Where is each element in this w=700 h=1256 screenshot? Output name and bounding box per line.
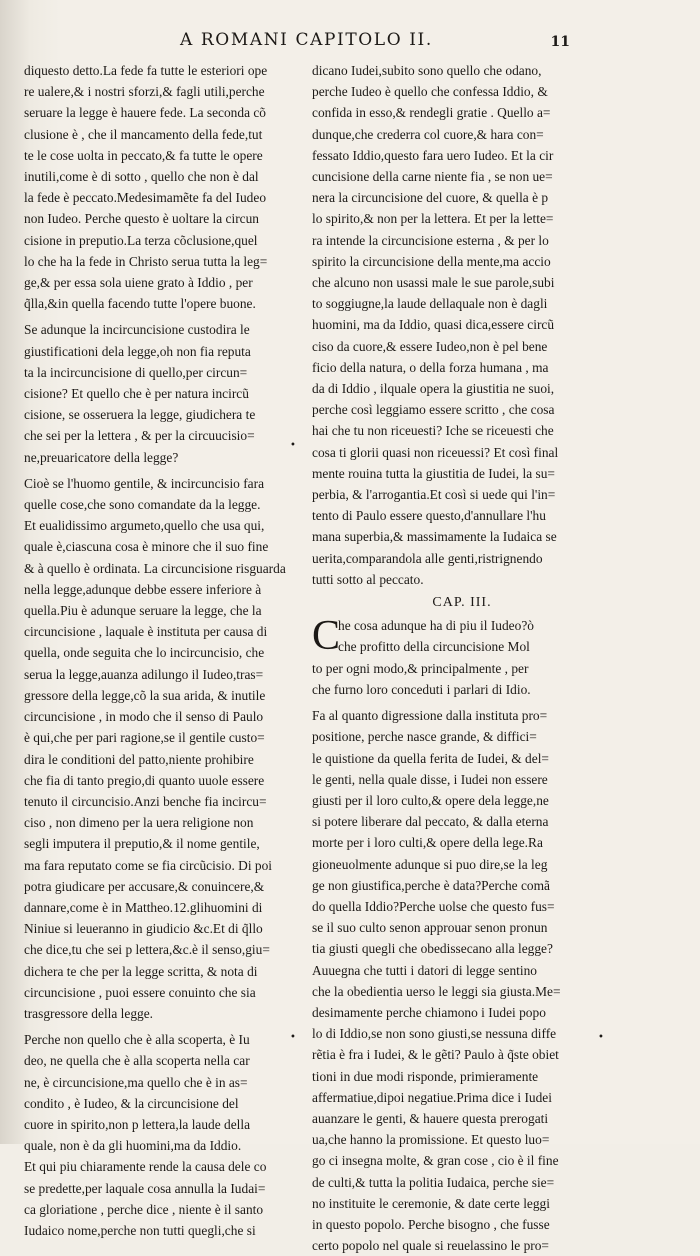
text-line: cuore in spirito,non p lettera,la laude della <box>24 1116 251 1132</box>
text-line: tioni in due modi risponde, primieramente <box>312 1068 539 1084</box>
text-line: si potere liberare dal peccato, & dalla eterna <box>312 814 549 830</box>
text-line: quale è,ciascuna cosa è minore che il suo fine <box>24 539 269 555</box>
text-line: segli imputera il preputio,& il nome gentile, <box>24 836 260 852</box>
chapter-opening-line: che profitto della circuncisione Mol <box>338 639 530 655</box>
text-line: quella, onde seguita che lo incircuncisio, che <box>24 645 265 661</box>
text-line: ciso da cuore,& essere Iudeo,non è pel bene <box>312 338 548 354</box>
text-line: circuncisione , laquale è instituta per causa di <box>24 624 268 640</box>
text-line: ne, è circuncisione,ma quello che è in as= <box>24 1074 248 1090</box>
text-line: do quella Iddio?Perche uolse che questo fus= <box>312 898 555 914</box>
chapter-opening-line: che furno loro conceduti i parlari di Idio. <box>312 681 531 697</box>
text-line: dichera te che per la legge scritta, & nota di <box>24 963 258 979</box>
text-line: ge non giustifica,perche è data?Perche comã <box>312 877 550 893</box>
text-line: clusione è , che il mancamento della fede,tut <box>24 126 263 142</box>
text-line: gressore della legge,cõ la sua arida, & inutile <box>24 687 266 703</box>
text-line: la fede è peccato.Medesimamẽte fa del Iudeo <box>24 190 267 206</box>
text-line: che fia di tanto pregio,di quanto uuole essere <box>24 772 265 788</box>
right-column <box>312 60 612 1256</box>
text-line: ma fara reputato come se fia circũcisio. Di poi <box>24 857 272 873</box>
text-line: perche Iudeo è quello che confessa Iddio, & <box>312 84 548 100</box>
page-ornament-dot: • <box>598 1032 604 1043</box>
paragraph <box>24 1029 296 1241</box>
dropcap-block <box>312 615 612 700</box>
text-line: da di Iddio , ilquale opera la giustitia ne suoi, <box>312 381 555 397</box>
page-ornament-dot: • <box>290 1032 296 1043</box>
text-line: se predette,per laquale cosa annulla la Iudai= <box>24 1180 266 1196</box>
text-line: Auuegna che tutti i datori di legge sentino <box>312 962 537 978</box>
text-line: quale, non è da gli huomini,ma da Iddio. <box>24 1138 242 1154</box>
running-head: A ROMANI CAPITOLO II. <box>180 30 433 50</box>
text-line: dannare,come è in Mattheo.12.glihuomini di <box>24 899 263 915</box>
text-line: tutti sotto al peccato. <box>312 571 424 587</box>
text-line: morte per i loro culti,& opere della lege.Ra <box>312 835 543 851</box>
text-line: positione, perche nasce grande, & diffici= <box>312 729 537 745</box>
text-line: Et eualidissimo argumeto,quello che usa qui, <box>24 518 265 534</box>
text-line: che alcuno non usassi male le sue parole,subi <box>312 275 555 291</box>
text-line: & à quello è ordinata. La circuncisione risguarda <box>24 560 286 576</box>
chapter-heading: CAP. III. <box>432 595 492 611</box>
text-line: è qui,che per pari ragione,se il gentile custo= <box>24 730 265 746</box>
text-line: giusti per il loro culto,& opere dela legge,ne <box>312 792 549 808</box>
text-line: ca gloriatione , perche dice , niente è il santo <box>24 1201 264 1217</box>
text-line: spirito la circuncisione della mente,ma accio <box>312 253 551 269</box>
text-line: mente rouina tutta la giustitia de Iudei, la su= <box>312 465 555 481</box>
chapter-opening-line: he cosa adunque ha di piu il Iudeo?ò <box>338 618 534 634</box>
text-line: Cioè se l'huomo gentile, & incircuncisio fara <box>24 475 265 491</box>
paragraph <box>24 473 296 1024</box>
text-line: diquesto detto.La fede fa tutte le esteriori ope <box>24 63 268 78</box>
text-line: tenuto il circuncisio.Anzi benche fia incircu= <box>24 793 267 809</box>
paragraph <box>24 60 296 314</box>
text-line: no instituite le ceremonie, & date certe leggi <box>312 1195 550 1211</box>
text-line: se il suo culto senon approuar senon pronun <box>312 920 548 936</box>
text-line: uerita,comparandola alle genti,ristrignendo <box>312 550 543 566</box>
text-line: huomini, ma da Iddio, quasi dica,essere circũ <box>312 317 555 333</box>
text-line: te le cose uolta in peccato,& fa tutte le opere <box>24 147 263 163</box>
text-line: inutili,come è di sotto , quello che non è dal <box>24 169 259 185</box>
text-line: Iudaico nome,perche non tutti quegli,che si <box>24 1222 256 1238</box>
text-line: lo di Iddio,se non sono giusti,se nessuna diffe <box>312 1026 557 1042</box>
text-line: deo, ne quella che è alla scoperta nella car <box>24 1053 250 1069</box>
text-line: che la obedientia uerso le leggi sia giusta.Me= <box>312 983 561 999</box>
text-line: tento di Paulo essere questo,d'annullare l'hu <box>312 508 546 524</box>
text-line: desimamente perche chiamono i Iudei popo <box>312 1004 546 1020</box>
text-line: le genti, nella quale disse, i Iudei non essere <box>312 771 548 787</box>
text-line: seruare la legge è hauere fede. La seconda cõ <box>24 105 266 121</box>
text-line: perbia, & l'arrogantia.Et così si uede qui l'in= <box>312 487 556 503</box>
text-line: nera la circuncisione del cuore, & quella è p <box>312 190 549 206</box>
paragraph <box>312 60 612 590</box>
text-line: certo popolo nel quale si reuelassino le pro= <box>312 1238 549 1254</box>
text-line: dicano Iudei,subito sono quello che odano, <box>312 63 542 78</box>
text-line: gioneuolmente adunque si puo dire,se la leg <box>312 856 548 872</box>
text-line: trasgressore della legge. <box>24 1005 154 1021</box>
page-header <box>0 30 700 52</box>
chapter-opening-line: to per ogni modo,& principalmente , per <box>312 660 529 676</box>
text-line: perche così leggiamo essere scritto , che cosa <box>312 402 555 418</box>
page-ornament-dot: • <box>290 440 296 451</box>
text-line: quelle cose,che sono comandate da la legge. <box>24 497 261 513</box>
text-line: q̃lla,&in quella facendo tutte l'opere buone. <box>24 296 256 312</box>
text-line: che dice,tu che sei p lettera,&c.è il senso,giu= <box>24 942 270 958</box>
left-column <box>24 60 296 1241</box>
text-line: cisione in preputio.La terza cõclusione,quel <box>24 232 258 248</box>
paragraph <box>24 319 296 467</box>
text-line: lo spirito,& non per la lettera. Et per la lette= <box>312 211 554 227</box>
text-line: circuncisione , puoi essere conuinto che sia <box>24 984 256 1000</box>
text-line: mana superbia,& massimamente la Iudaica se <box>312 529 557 545</box>
text-line: le quistione da quella ferita de Iudei, & del= <box>312 750 549 766</box>
text-line: go ci insegna molte, & gran cose , cio è il fine <box>312 1153 559 1169</box>
text-line: cisione? Et quello che è per natura incircũ <box>24 386 249 402</box>
text-line: che sei per la lettera , & per la circuucisio= <box>24 428 255 444</box>
text-line: nella legge,adunque debbe essere inferiore à <box>24 581 262 597</box>
text-line: affermatiue,dipoi negatiue.Prima dice i Iudei <box>312 1089 552 1105</box>
text-line: ne,preuaricatore della legge? <box>24 449 179 465</box>
text-line: quella.Piu è adunque seruare la legge, che la <box>24 603 262 619</box>
text-line: rẽtia è fra i Iudei, & le gẽti? Paulo à q̃ste obiet <box>312 1047 559 1063</box>
text-line: hai che tu non riceuesti? Iche se riceuesti che <box>312 423 554 439</box>
text-line: condito , è Iudeo, & la circuncisione del <box>24 1095 239 1111</box>
text-line: tia giusti quegli che obedissecano alla legge? <box>312 941 553 957</box>
text-line: potra giudicare per accusare,& conuincere,& <box>24 878 265 894</box>
text-line: ta la incircuncisione di quello,per circun= <box>24 364 248 380</box>
text-line: Se adunque la incircuncisione custodira le <box>24 322 250 338</box>
folio-number: 11 <box>550 34 570 50</box>
text-line: fessato Iddio,questo fara uero Iudeo. Et la cir <box>312 147 554 163</box>
right-column-commentary-top <box>312 60 612 590</box>
text-line: lo che ha la fede in Christo serua tutta la leg= <box>24 253 268 269</box>
text-line: re ualere,& i nostri sforzi,& fagli utili,perche <box>24 84 265 100</box>
text-line: in questo popolo. Perche bisogno , che fusse <box>312 1216 550 1232</box>
text-line: ficio della natura, o della forza humana , ma <box>312 359 549 375</box>
text-line: Et qui piu chiaramente rende la causa dele co <box>24 1159 267 1175</box>
text-line: ge,& per essa sola uiene grato à Iddio , per <box>24 275 253 291</box>
dropcap-letter: C <box>312 613 341 660</box>
text-line: cuncisione della carne niente fia , se non ue= <box>312 169 553 185</box>
text-line: to soggiugne,la laude dellaquale non è dagli <box>312 296 548 312</box>
text-line: dira le conditioni del patto,niente prohibire <box>24 751 254 767</box>
text-line: confida in esso,& rendegli gratie . Quello a= <box>312 105 551 121</box>
text-line: de culti,& tutta la politia Iudaica, perche sie= <box>312 1174 555 1190</box>
text-line: Fa al quanto digressione dalla instituta pro= <box>312 708 548 724</box>
text-line: circuncisione , in modo che il senso di Paulo <box>24 709 264 725</box>
chapter-commentary <box>312 705 612 1256</box>
text-line: serua la legge,auanza adilungo il Iudeo,tras= <box>24 666 264 682</box>
text-line: ra intende la circuncisione esterna , & per lo <box>312 232 549 248</box>
chapter-opening-text <box>312 615 612 700</box>
text-line: dunque,che crederra col cuore,& hara con= <box>312 126 544 142</box>
text-line: ciso , non dimeno per la uera religione non <box>24 815 254 831</box>
text-line: cisione, se osseruera la legge, giudichera te <box>24 407 256 423</box>
text-line: Perche non quello che è alla scoperta, è Iu <box>24 1032 250 1048</box>
text-line: Niniue si leueranno in giudicio &c.Et di q̃llo <box>24 921 263 937</box>
text-line: giustificationi dela legge,oh non fia reputa <box>24 343 251 359</box>
text-line: ua,che hanno la promissione. Et questo luo= <box>312 1132 550 1148</box>
text-line: auanzare le genti, & hauere questa prerogati <box>312 1110 549 1126</box>
text-line: cosa ti glorii quasi non riceuessi? Et così final <box>312 444 559 460</box>
text-line: non Iudeo. Perche questo è uoltare la circun <box>24 211 259 227</box>
